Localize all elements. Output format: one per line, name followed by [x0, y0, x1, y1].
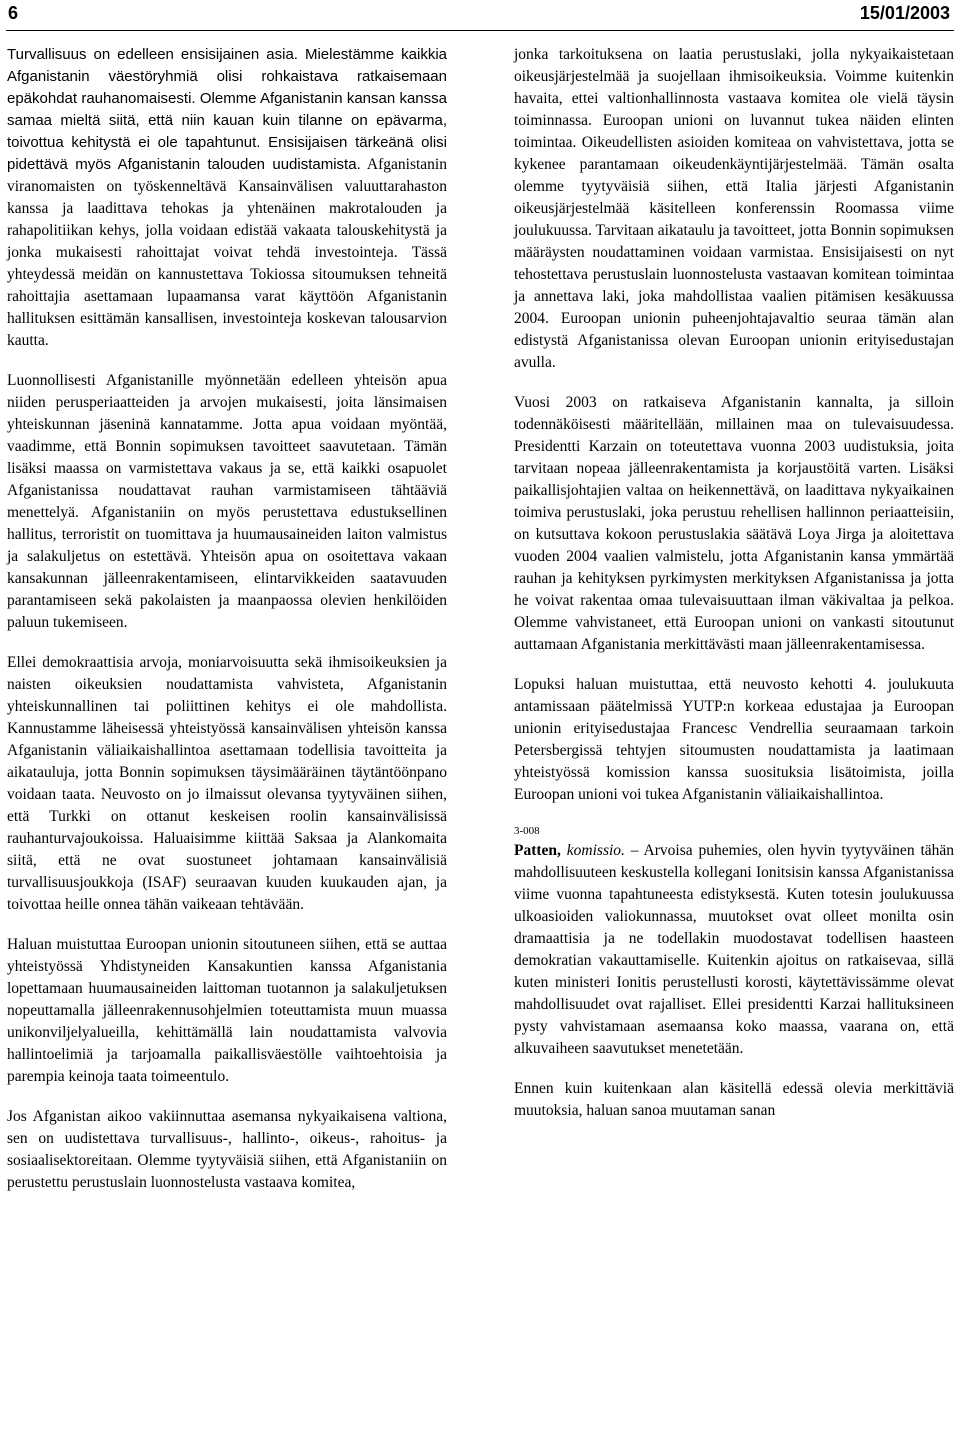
paragraph: Ennen kuin kuitenkaan alan käsitellä edessä olevia merkittäviä muutoksia, haluan sanoa muutaman sanan — [514, 1080, 954, 1119]
paragraph — [7, 44, 447, 352]
paragraph: Lopuksi haluan muistuttaa, että neuvosto kehotti 4. joulukuuta antamissaan päätelmissä YUTP:n korkeaa edustajaa ja Euroopan unionin erityisedustajaa Francesc Vendrellia seuraamaan tarkoin Petersbergissä tehtyjen sitoumusten noudattamista ja laatimaan yhteistyössä komission kanssa suosituksia lisätoimista, joilla Euroopan unioni voi tukea Afganistanin väliaikaishallintoa. — [514, 676, 954, 803]
page-number: 6 — [8, 3, 19, 23]
paragraph: Luonnollisesti Afganistanille myönnetään edelleen yhteisön apua niiden perusperiaatteiden ja arvojen mukaisesti, joita länsimaisen yhteiskunnan jäseninä kannatamme. Jotta apua voidaan myöntää, vaadimme, että Bonnin sopimuksen tavoitteet saavutetaan. Tämän lisäksi maassa on varmistettava vakaus ja se, että kaikki osapuolet Afganistanissa noudattavat rauhan varmistamiseen tähtääviä menettelyä. Afganistaniin on myös perustettava edustuksellinen hallitus, terroristit on tuomittava ja huumausaineiden laiton valmistus ja salakuljetus on estettävä. Yhteisön apua on osoitettava vakaan kansakunnan jälleenrakentamiseen, elintarvikkeiden saatavuuden parantamiseen sekä pakolaisten ja maanpaossa olevien henkilöiden paluun tukemiseen. — [7, 372, 447, 631]
paragraph: Haluan muistuttaa Euroopan unionin sitoutuneen siihen, että se auttaa yhteistyössä Yhdistyneiden Kansakuntien kanssa Afganistania lopettamaan huumausaineiden laittoman tuotannon ja salakuljetuksen nopeuttamalla jälleenrakennusohjelmien toteuttamista muun muassa unikonviljelyalueilla, kehittämällä lain noudattamista valvovia hallintoelimiä ja tarjoamalla paikallisväestölle vaihtoehtoisia ja parempia keinoja taata toimeentulo. — [7, 936, 447, 1085]
speech-paragraph — [514, 840, 954, 1060]
speech-code: 3-008 — [514, 825, 540, 837]
paragraph: Vuosi 2003 on ratkaiseva Afganistanin kannalta, ja silloin todennäköisesti määritellään, millainen maa on tulevaisuudessa. Presidentti Karzain on toteutettava vuonna 2003 uudistuksia, joita tarvitaan nopeaa jälleenrakentamista ja korjaustöitä varten. Lisäksi paikallisjohtajien valtaa on heikennettävä, on laadittava nykyaikainen toimiva perustuslaki, joka perustuu rehellisen hallinnon periaatteisiin, on kutsuttava kokoon perustuslakia säätävä Loya Jirga ja aloitettava vuoden 2004 vaalien valmistelu, jotta Afganistanin kansa ymmärtää rauhan ja kehityksen pyrkimysten merkityksen Afganistanissa ja jotta he voivat rakentaa omaa tulevaisuuttaan ilman väkivaltaa ja pelkoa. Olemme vahvistaneet, että Euroopan unioni on vankasti sitoutunut auttamaan Afganistania merkittävästi maan jälleenrakentamisessa. — [514, 394, 954, 653]
page-header — [6, 0, 954, 31]
serif-text-run: Afganistanin viranomaisten on työskenneltävä Kansainvälisen valuuttarahaston kanssa ja laadittava tehokas ja yhtenäinen makrotalouden ja rahapolitiikan kehys, jolla voidaan edistää vakaata talouskehitystä ja jonka mukaisesti rahoittajat voivat tehdä investointeja. Tässä yhteydessä meidän on kannustettava Tokiossa sitoumuksen tehneitä rahoittajia asettamaan lupaamansa varat käyttöön Afganistanin hallituksen esittämän kansallisen, investointeja koskevan talousarvion kautta. — [7, 156, 447, 349]
left-column — [7, 44, 447, 1194]
sans-text-run: Turvallisuus on edelleen ensisijainen asia. Mielestämme kaikkia Afganistanin väestöryhmiä olisi rohkaistava ratkaisemaan epäkohdat rauhanomaisesti. Olemme Afganistanin kansan kanssa samaa mieltä siitä, että niin kauan kuin tilanne on epävarma, toivottua kehitystä ei ole tapahtunut. Ensisijaisen tärkeänä olisi pidettävä myös Afganistanin talouden uudistamista. — [7, 46, 447, 173]
paragraph: Jos Afganistan aikoo vakiinnuttaa asemansa nykyaikaisena valtiona, sen on uudistettava turvallisuus-, hallinto-, oikeus-, rahoitus- ja sosiaalisektoreitaan. Olemme tyytyväisiä siihen, että Afganistaniin on perustettu perustuslain luonnostelusta vastaava komitea, — [7, 1108, 447, 1191]
speech-text: – Arvoisa puhemies, olen hyvin tyytyväinen tähän mahdollisuuteen keskustella kollegani Ionitsisin kanssa Afganistanissa viime vuonna tapahtuneesta edistyksestä. Kuten totesin joulukuussa ulkoasioiden valiokunnassa, muutokset ovat olleet monilta osin dramaattisia ja ne todellakin muodostavat todellisen haasteen demokratian vakauttamiselle. Kuitenkin ajoitus on ratkaisevaa, sillä kuten ministeri Ionitis perustellusti korosti, käytettävissämme olevat mahdollisuudet ovat rajalliset. Ellei presidentti Karzai hallituksineen pysty vahvistamaan asemaansa koko maassa, vaarana on, että alkuvaiheen saavutukset menetetään. — [514, 842, 955, 1057]
document-date: 15/01/2003 — [859, 3, 950, 23]
paragraph: jonka tarkoituksena on laatia perustuslaki, jolla nykyaikaistetaan oikeusjärjestelmää ja suojellaan ihmisoikeuksia. Voimme kuitenkin havaita, ettei valtionhallinnosta vastaava komitea ole vielä täysin toiminnassa. Euroopan unioni on luvannut tukea näiden elinten toimintaa. Oikeudellisten asioiden komiteaa on vahvistettava, jotta se kykenee parantamaan oikeudenkäyntijärjestelmää. Tämän osalta olemme tyytyväisiä siihen, että Italia järjesti Afganistanin oikeusjärjestelmää käsitelleen konferenssin Roomassa viime joulukuussa. Tarvitaan aikataulu ja tavoitteet, jotta Bonnin sopimuksen määräysten noudattaminen voidaan varmistaa. Ensisijaisesti on nyt tehostettava perustuslain luonnostelusta vastaavan komitean toimintaa ja annettava laki, joka mahdollistaa vaalien pitämisen kesäkuussa 2004. Euroopan unionin puheenjohtajavaltio seuraa tämän alan edistystä Afganistanissa olevan Euroopan unionin erityisedustajan avulla. — [514, 46, 954, 371]
speaker-name: Patten, — [514, 842, 561, 859]
paragraph: Ellei demokraattisia arvoja, moniarvoisuutta sekä ihmisoikeuksien ja naisten oikeuksien noudattamista vahvisteta, Afganistanin yhteiskunnallinen tai poliittinen kehitys ei ole mahdollista. Kannustamme läheisessä yhteistyössä kansainvälisen yhteisön kanssa Afganistanin väliaikaishallintoa asettamaan todellisia tavoitteita ja aikatauluja, jotta Bonnin sopimuksen täysimääräinen täytäntöönpano voidaan taata. Neuvosto on jo ilmaissut olevansa tyytyväinen siihen, että Turkki on ottanut keskeisen roolin kansainvälisissä rauhanturvajoukoissa. Haluaisimme kiittää Saksaa ja Alankomaita siitä, että ne ovat suostuneet johtamaan kansainvälisiä turvallisuusjoukkoja (ISAF) seuraavan kuuden kuukauden ajan, ja toivottaa heille onnea tähän vaikeaan tehtävään. — [7, 654, 447, 913]
right-column — [514, 44, 954, 1122]
speaker-role: komissio. — [566, 842, 625, 859]
